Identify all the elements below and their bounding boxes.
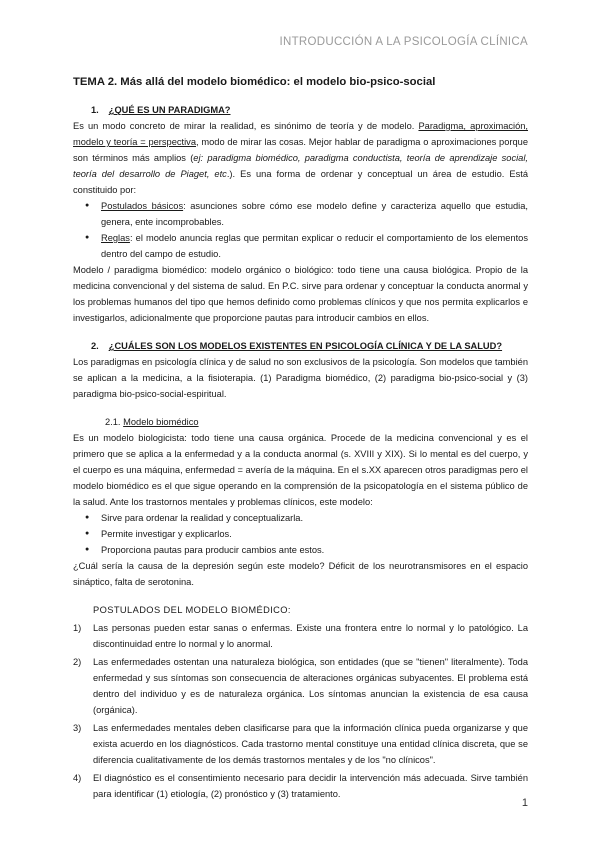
biomedical-model-paragraph: Modelo / paradigma biomédico: modelo orgánico o biológico: todo tiene una causa biológica. Propio de la medicina convencional y del sistema de salud. En P.C. sirve para ordenar y conceptuar la conducta anormal y los problemas humanos del tipo que hemos definido como problemas clínicos y que nos permita explicarlos e investigarlos, adicionalmente que proporcione pautas para introducir cambios en ellos. (73, 265, 528, 323)
depression-question: ¿Cuál sería la causa de la depresión según este modelo? Déficit de los neurotransmisores en el espacio sináptico, falta de serotonina. (73, 561, 528, 587)
list-item: ● Sirve para ordenar la realidad y conceptualizarla. (73, 510, 528, 526)
text-run: Es un modo concreto de mirar la realidad, es sinónimo de teoría y de modelo. (73, 121, 419, 131)
section-1-paragraph (73, 118, 528, 198)
list-number: 2) (73, 657, 82, 667)
list-item-text: : el modelo anuncia reglas que permitan explicar o reducir el comportamiento de los elementos dentro del campo de estudio. (101, 233, 528, 259)
list-item-text: : asunciones sobre cómo ese modelo define y caracteriza aquello que estudia, genera, ente incomprobables. (101, 201, 528, 227)
document-body (73, 74, 528, 804)
subsection-title: Modelo biomédico (123, 417, 199, 427)
page-number: 1 (521, 797, 528, 809)
list-item: ● Permite investigar y explicarlos. (73, 526, 528, 542)
section-2-paragraph: Los paradigmas en psicología clínica y de salud no son exclusivos de la psicología. Son modelos que también se aplican a la medicina, a la fisioterapia. (1) Paradigma biomédico, (2) paradigma bio-psico-social y (3) paradigma bio-psico-social-espiritual. (73, 357, 528, 399)
section-title: ¿QUÉ ES UN PARADIGMA? (108, 105, 231, 115)
subsection-number: 2.1. (105, 417, 121, 427)
list-item-text: Las enfermedades mentales deben clasificarse para que la información clínica pueda organizarse y que exista acuerdo en los diagnósticos. Cada trastorno mental constituye una entidad clínica discreta, que se diferencia cualitativamente de los demás trastornos mentales y de los "no clínicos". (93, 723, 528, 765)
list-item-term: Reglas (101, 233, 130, 243)
section-number: 1. (91, 105, 99, 115)
postulados-list (73, 620, 528, 802)
list-item (73, 654, 528, 718)
paradigm-components-list (73, 198, 528, 262)
text-run-underlined: Paradigma, aproximación, modelo y teoría = perspectiva (73, 121, 529, 147)
subsection-2-1-heading (73, 414, 528, 430)
model-functions-list (73, 510, 528, 558)
section-number: 2. (91, 341, 99, 351)
list-item (73, 770, 528, 802)
text-run-italic: ej: paradigma biomédico, paradigma conductista, teoría de aprendizaje social, teoría del desarrollo de Piaget, etc (73, 153, 528, 179)
list-item (73, 230, 528, 262)
list-number: 3) (73, 723, 82, 733)
list-item (73, 720, 528, 768)
section-2-heading (73, 338, 528, 354)
section-1-heading (73, 102, 528, 118)
list-item-text: Las personas pueden estar sanas o enfermas. Existe una frontera entre lo normal y lo patológico. La discontinuidad entre lo normal y lo anormal. (93, 623, 528, 649)
list-item-term: Postulados básicos (101, 201, 184, 211)
list-item-text: Las enfermedades ostentan una naturaleza biológica, son entidades (que se "tienen" literalmente). Toda enfermedad y sus síntomas son consecuencia de alteraciones orgánicas subyacentes. El problema está dentro del individuo y es de naturaleza orgánica. Los síntomas anuncian la existencia de esa causa (orgánica). (93, 657, 528, 715)
list-item: ● Proporciona pautas para producir cambios ante estos. (73, 542, 528, 558)
page-title: TEMA 2. Más allá del modelo biomédico: el modelo bio-psico-social (73, 76, 436, 88)
subsection-2-1-paragraph: Es un modelo biologicista: todo tiene una causa orgánica. Procede de la medicina convencional y es el primero que se aplica a la enfermedad y a la conducta anormal (s. XVIII y XIX). Si lo mental es del cuerpo, y el cuerpo es una máquina, enfermedad = avería de la máquina. En el s.XX aparecen otros paradigmas pero el modelo biomédico es el que sigue operando en la comprensión de la psicopatología en el sistema público de la salud. Ante los trastornos mentales y problemas clínicos, este modelo: (73, 433, 528, 507)
running-header: INTRODUCCIÓN A LA PSICOLOGÍA CLÍNICA (279, 36, 528, 48)
postulados-heading: POSTULADOS DEL MODELO BIOMÉDICO: (93, 605, 291, 615)
text-run: .). Es una forma de ordenar y conceptual un área de estudio. Está constituido por: (73, 169, 528, 195)
text-run: , modo de mirar las cosas. Mejor hablar de paradigma o aproximaciones porque son términos más amplios ( (73, 137, 528, 163)
section-title: ¿CUÁLES SON LOS MODELOS EXISTENTES EN PSICOLOGÍA CLÍNICA Y DE LA SALUD? (108, 341, 503, 351)
list-number: 1) (73, 623, 82, 633)
list-number: 4) (73, 773, 82, 783)
list-item (73, 198, 528, 230)
list-item (73, 620, 528, 652)
list-item-text: El diagnóstico es el consentimiento necesario para decidir la intervención más adecuada. Sirve también para identificar (1) etiología, (2) pronóstico y (3) tratamiento. (93, 773, 528, 799)
